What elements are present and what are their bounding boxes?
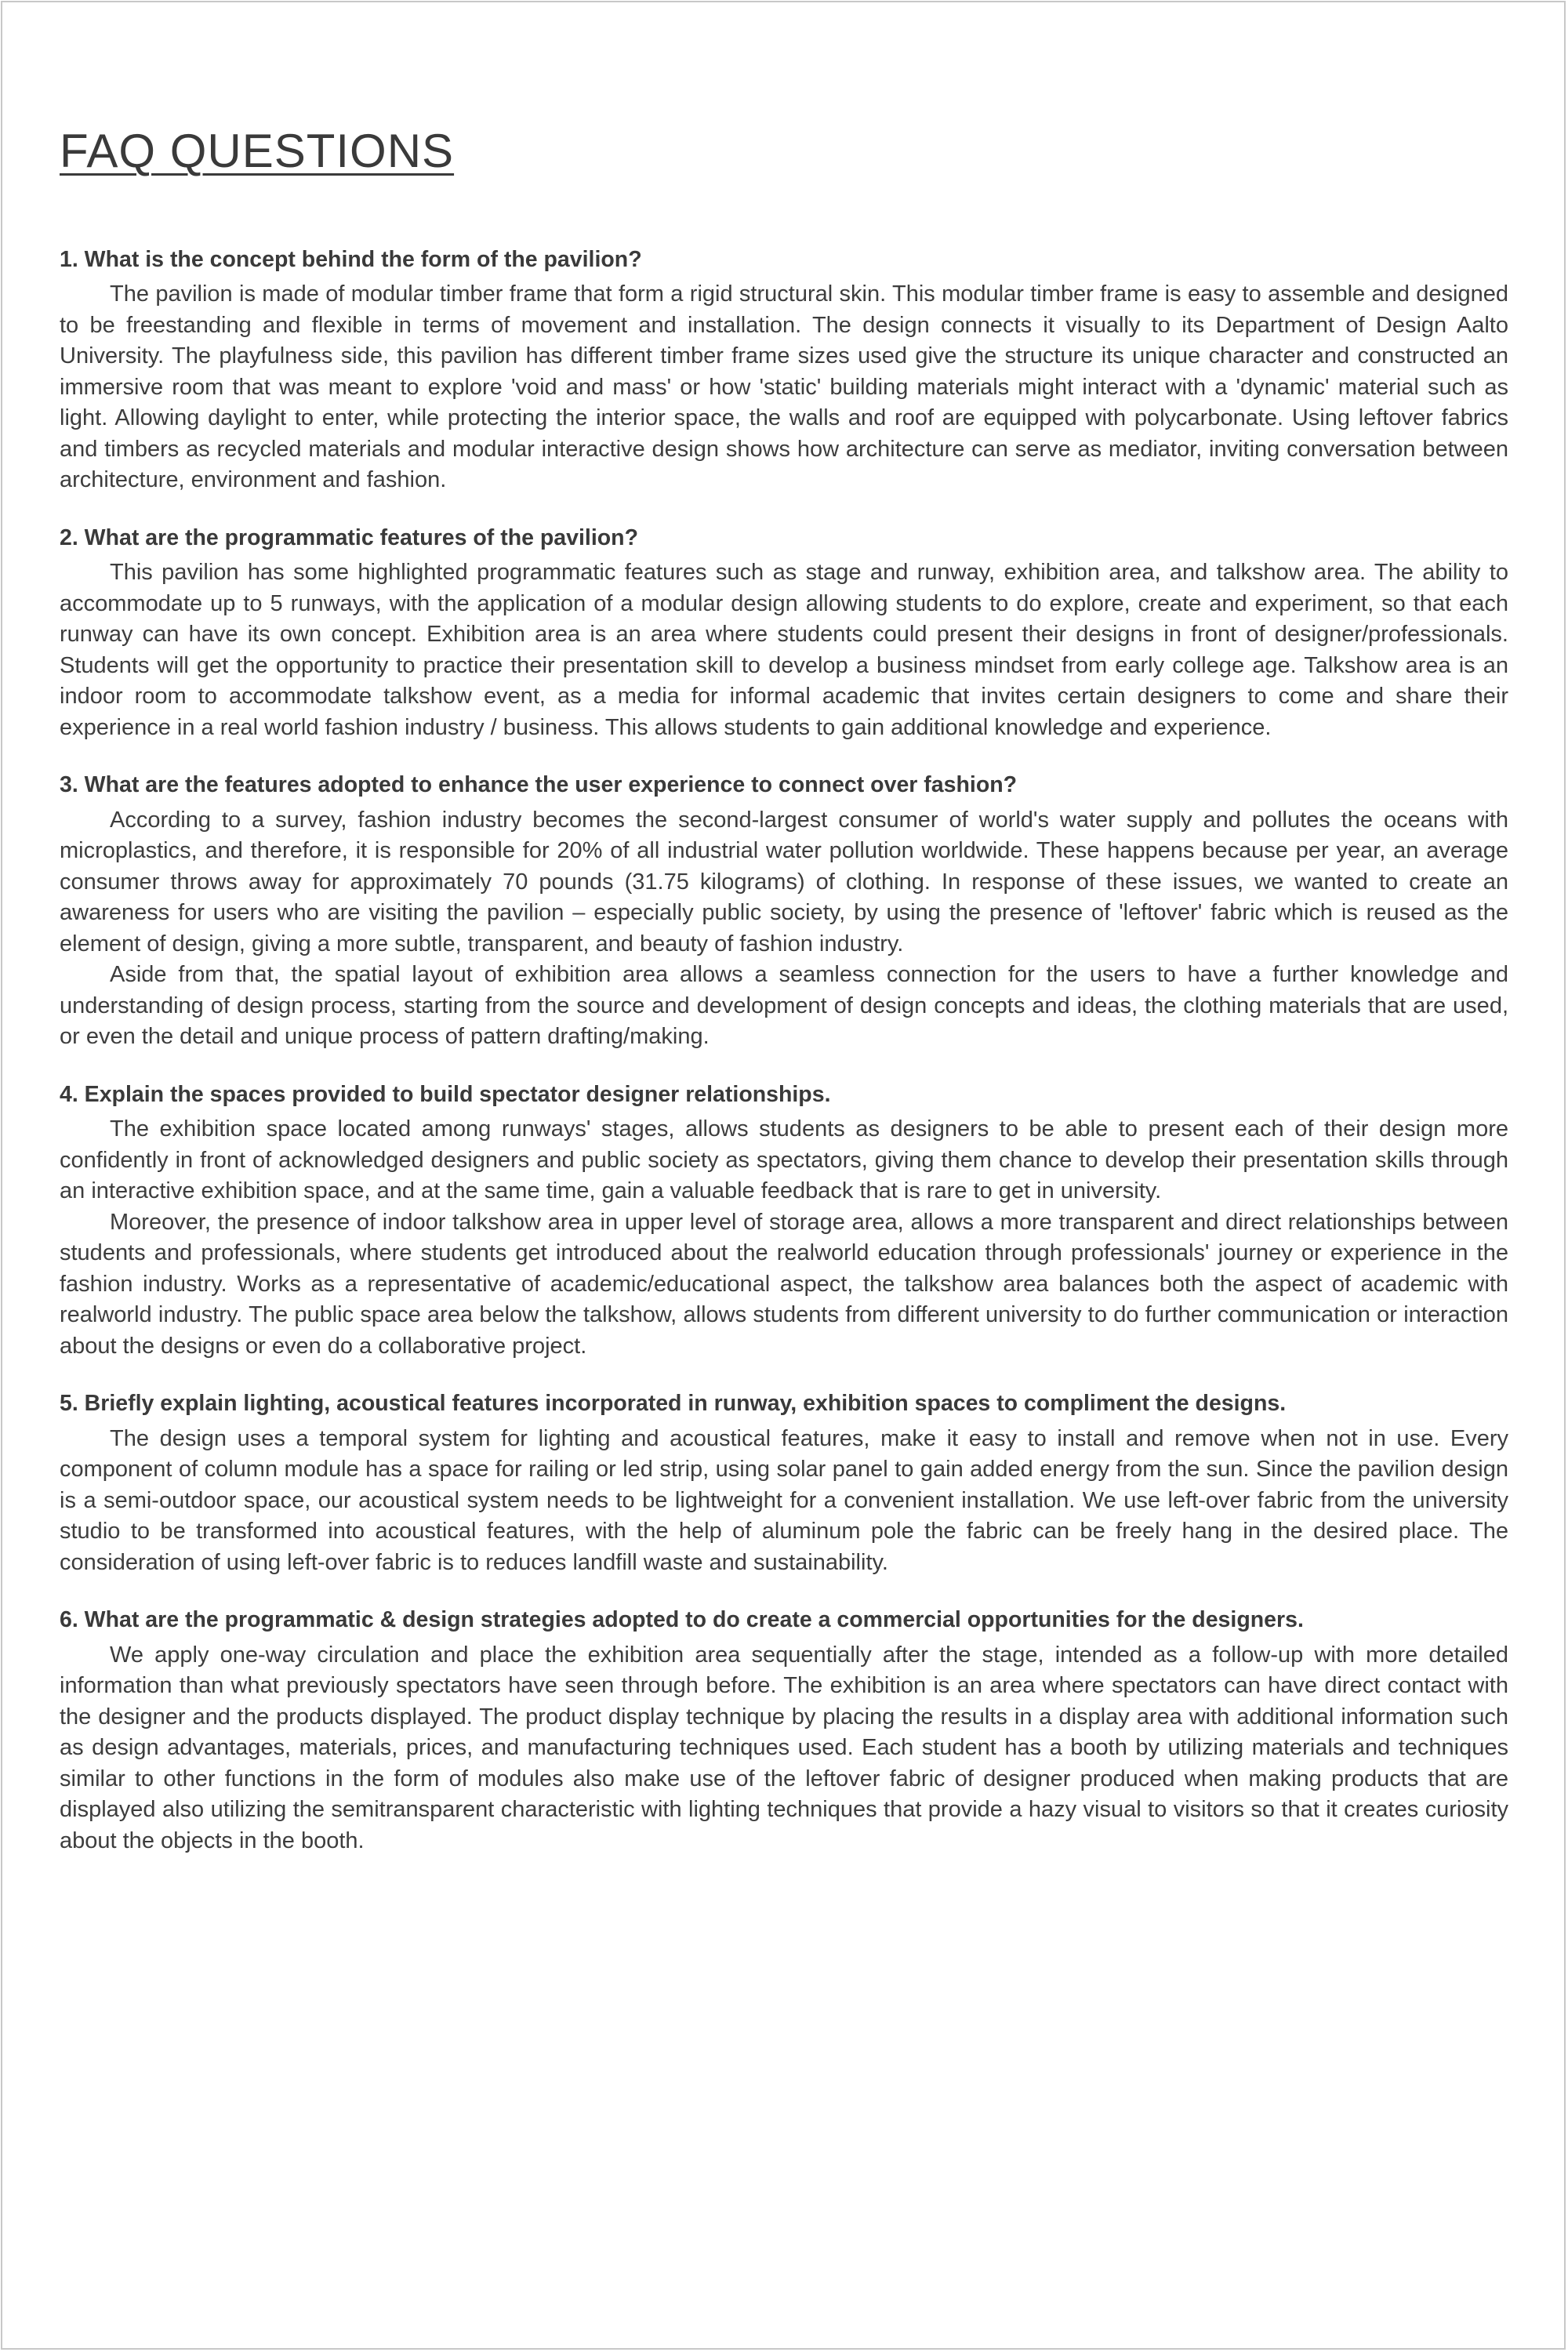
faq-item-5 (60, 1388, 1508, 1578)
faq-answer-5-paragraph-1: The design uses a temporal system for lighting and acoustical features, make it easy to install and remove when not in use. Every component of column module has a space for railing or led strip, using solar panel to gain added energy from the sun. Since the pavilion design is a semi-outdoor space, our acoustical system needs to be lightweight for a convenient installation. We use left-over fabric from the university studio to be transformed into acoustical features, with the help of aluminum pole the fabric can be freely hang in the desired place. The consideration of using left-over fabric is to reduces landfill waste and sustainability. (60, 1425, 1508, 1575)
faq-question-5: 5. Briefly explain lighting, acoustical features incorporated in runway, exhibition spaces to compliment the designs. (60, 1391, 1287, 1417)
faq-item-1 (60, 245, 1508, 496)
faq-answer-4-paragraph-2: Moreover, the presence of indoor talkshow area in upper level of storage area, allows a more transparent and direct relationships between students and professionals, where students get introduced about the realworld education through professionals' journey or experience in the fashion industry. Works as a representative of academic/educational aspect, the talkshow area balances both the aspect of academic with realworld industry. The public space area below the talkshow, allows students from different university to do further communication or interaction about the designs or even do a collaborative project. (60, 1209, 1508, 1359)
faq-item-2 (60, 523, 1508, 743)
faq-answer-4-paragraph-1: The exhibition space located among runways' stages, allows students as designers to be able to present each of their design more confidently in front of acknowledged designers and public society as spectators, giving them chance to develop their presentation skills through an interactive exhibition space, and at the same time, gain a valuable feedback that is rare to get in university. (60, 1116, 1508, 1204)
faq-question-2: 2. What are the programmatic features of the pavilion? (60, 524, 638, 550)
faq-answer-3-paragraph-1: According to a survey, fashion industry becomes the second-largest consumer of world's water supply and pollutes the oceans with microplastics, and therefore, it is responsible for 20% of all industrial water pollution worldwide. These happens because per year, an average consumer throws away for approximately 70 pounds (31.75 kilograms) of clothing. In response of these issues, we wanted to create an awareness for users who are visiting the pavilion – especially public society, by using the presence of 'leftover' fabric which is reused as the element of design, giving a more subtle, transparent, and beauty of fashion industry. (60, 807, 1508, 956)
faq-answer-3-paragraph-2: Aside from that, the spatial layout of exhibition area allows a seamless connection for the users to have a further knowledge and understanding of design process, starting from the source and development of design concepts and ideas, the clothing materials that are used, or even the detail and unique process of pattern drafting/making. (60, 962, 1508, 1050)
faq-item-3 (60, 770, 1508, 1052)
page-title: FAQ QUESTIONS (60, 125, 455, 177)
faq-question-4: 4. Explain the spaces provided to build spectator designer relationships. (60, 1081, 831, 1107)
faq-document (60, 125, 1508, 1883)
faq-answer-1-paragraph-1: The pavilion is made of modular timber frame that form a rigid structural skin. This modular timber frame is easy to assemble and designed to be freestanding and flexible in terms of movement and installation. The design connects it visually to its Department of Design Aalto University. The playfulness side, this pavilion has different timber frame sizes used give the structure its unique character and constructed an immersive room that was meant to explore 'void and mass' or how 'static' building materials might interact with a 'dynamic' material such as light. Allowing daylight to enter, while protecting the interior space, the walls and roof are equipped with polycarbonate. Using leftover fabrics and timbers as recycled materials and modular interactive design shows how architecture can serve as mediator, inviting conversation between architecture, environment and fashion. (60, 281, 1508, 493)
faq-answer-2-paragraph-1: This pavilion has some highlighted programmatic features such as stage and runway, exhibition area, and talkshow area. The ability to accommodate up to 5 runways, with the application of a modular design allowing students to do explore, create and experiment, so that each runway can have its own concept. Exhibition area is an area where students could present their designs in front of designer/professionals. Students will get the opportunity to practice their presentation skill to develop a business mindset from early college age. Talkshow area is an indoor room to accommodate talkshow event, as a media for informal academic that invites certain designers to come and share their experience in a real world fashion industry / business. This allows students to gain additional knowledge and experience. (60, 560, 1508, 740)
faq-question-6: 6. What are the programmatic & design strategies adopted to do create a commercial opportunities for the designers. (60, 1607, 1304, 1633)
faq-question-3: 3. What are the features adopted to enhance the user experience to connect over fashion? (60, 772, 1018, 798)
faq-item-4 (60, 1080, 1508, 1362)
faq-answer-6-paragraph-1: We apply one-way circulation and place the exhibition area sequentially after the stage, intended as a follow-up with more detailed information than what previously spectators have seen through before. The exhibition is an area where spectators can have direct contact with the designer and the products displayed. The product display technique by placing the results in a display area with additional information such as design advantages, materials, prices, and manufacturing techniques used. Each student has a booth by utilizing materials and techniques similar to other functions in the form of modules also make use of the leftover fabric of designer produced when making products that are displayed also utilizing the semitransparent characteristic with lighting techniques that provide a hazy visual to visitors so that it creates curiosity about the objects in the booth. (60, 1642, 1508, 1853)
faq-question-1: 1. What is the concept behind the form of the pavilion? (60, 247, 642, 272)
faq-item-6 (60, 1605, 1508, 1857)
